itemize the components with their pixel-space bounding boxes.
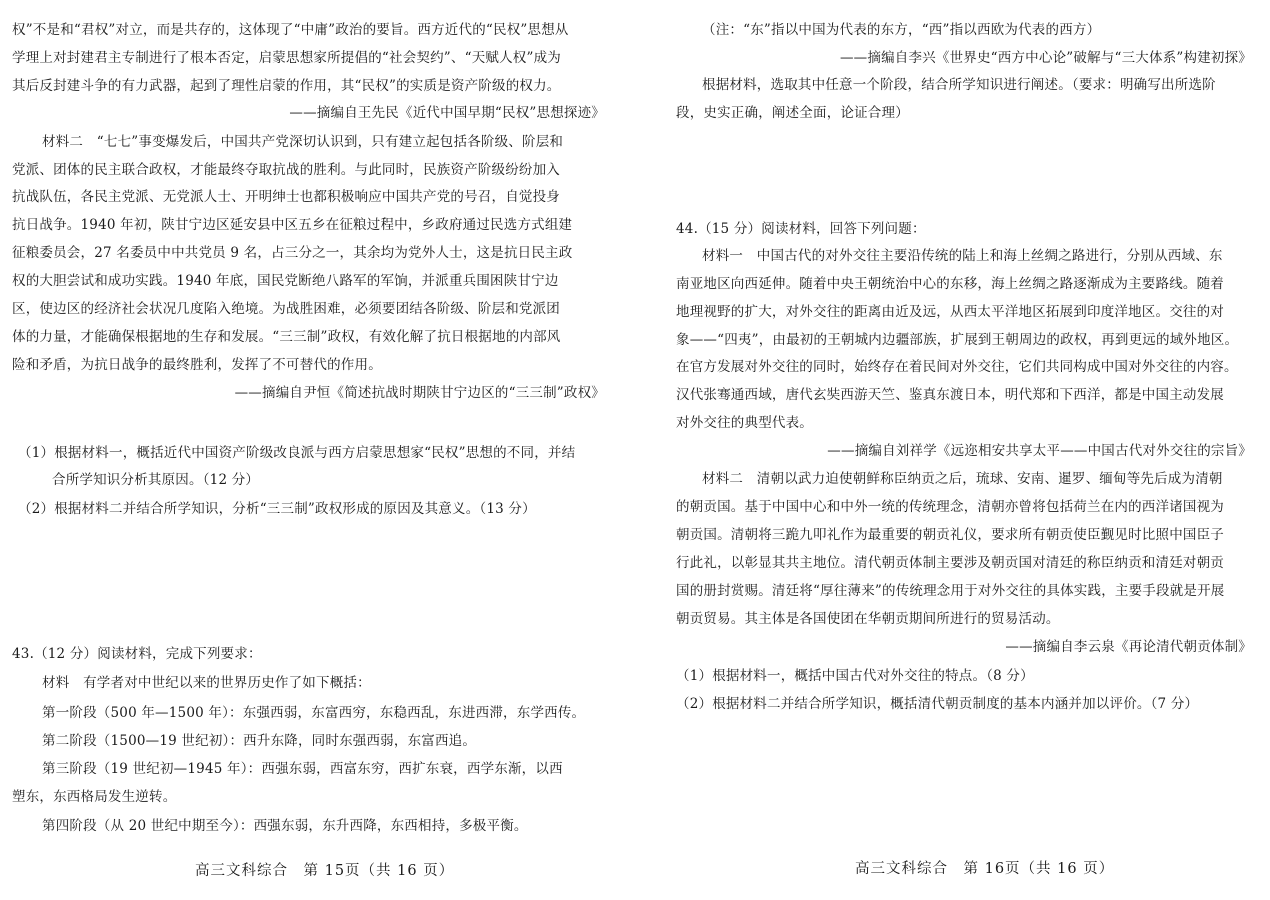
text-line: 抗战队伍，各民主党派、无党派人士、开明绅士也都积极响应中国共产党的号召，自觉投身 <box>12 189 560 205</box>
material-heading: 材料一 中国古代的对外交往主要沿传统的陆上和海上丝绸之路进行，分别从西域、东 <box>702 248 1223 264</box>
text-line: 南亚地区向西延伸。随着中央王朝统治中心的东移，海上丝绸之路逐渐成为主要路线。随着 <box>676 276 1224 292</box>
page-16 <box>640 0 1270 900</box>
text-line: 权”不是和“君权”对立，而是共存的，这体现了“中庸”政治的要旨。西方近代的“民权”思想从 <box>12 22 569 38</box>
text-line: 其后反封建斗争的有力武器，起到了理性启蒙的作用，其“民权”的实质是资产阶级的权力。 <box>12 78 561 94</box>
stage-line-continued: 塑东，东西格局发生逆转。 <box>12 789 177 805</box>
page-footer: 高三文科综合 第 16页（共 16 页） <box>855 861 1115 877</box>
question-instruction-continued: 段，史实正确，阐述全面，论证合理） <box>676 105 909 121</box>
source-citation: ——摘编自刘祥学《远迩相安共享太平——中国古代对外交往的宗旨》 <box>827 443 1252 459</box>
material-heading: 材料 有学者对中世纪以来的世界历史作了如下概括： <box>42 675 371 691</box>
question-item: （1）根据材料一，概括中国古代对外交往的特点。（8 分） <box>676 668 1034 684</box>
text-line: 体的力量，才能确保根据地的生存和发展。“三三制”政权，有效化解了抗日根据地的内部风 <box>12 329 561 345</box>
text-line: 国的册封赏赐。清廷将“厚往薄来”的传统理念用于对外交往的具体实践，主要手段就是开展 <box>676 583 1225 599</box>
source-citation: ——摘编自李兴《世界史“西方中心论”破解与“三大体系”构建初探》 <box>839 50 1252 66</box>
source-citation: ——摘编自尹恒《简述抗战时期陕甘宁边区的“三三制”政权》 <box>234 385 605 401</box>
question-item: （2）根据材料二并结合所学知识，概括清代朝贡制度的基本内涵并加以评价。（7 分） <box>676 696 1199 712</box>
question-item: （2）根据材料二并结合所学知识，分析“三三制”政权形成的原因及其意义。（13 分） <box>18 501 536 517</box>
text-line: 党派、团体的民主联合政权，才能最终夺取抗战的胜利。与此同时，民族资产阶级纷纷加入 <box>12 162 560 178</box>
material-heading: 材料二 “七七”事变爆发后，中国共产党深切认识到，只有建立起包括各阶级、阶层和 <box>42 134 564 150</box>
page-15 <box>0 0 625 900</box>
text-line: 抗日战争。1940 年初，陕甘宁边区延安县中区五乡在征粮过程中，乡政府通过民选方式组建 <box>12 217 573 233</box>
text-line: 区，使边区的经济社会状况几度陷入绝境。为战胜困难，必须要团结各阶级、阶层和党派团 <box>12 301 560 317</box>
question-item-continued: 合所学知识分析其原因。（12 分） <box>52 472 260 488</box>
stage-line: 第四阶段（从 20 世纪中期至今）：西强东弱，东升西降，东西相持，多极平衡。 <box>42 818 528 834</box>
text-line: 对外交往的典型代表。 <box>676 415 813 431</box>
text-line: 汉代张骞通西域，唐代玄奘西游天竺、鉴真东渡日本，明代郑和下西洋，都是中国主动发展 <box>676 387 1224 403</box>
note-line: （注：“东”指以中国为代表的东方，“西”指以西欧为代表的西方） <box>702 22 1101 38</box>
question-instruction: 根据材料，选取其中任意一个阶段，结合所学知识进行阐述。（要求：明确写出所选阶 <box>702 77 1216 93</box>
source-citation: ——摘编自李云泉《再论清代朝贡体制》 <box>1005 639 1252 655</box>
text-line: 学理上对封建君主专制进行了根本否定，启蒙思想家所提倡的“社会契约”、“天赋人权”成为 <box>12 50 562 66</box>
text-line: 权的大胆尝试和成功实践。1940 年底，国民党断绝八路军的军饷，并派重兵围困陕甘宁边 <box>12 273 559 289</box>
stage-line: 第三阶段（19 世纪初—1945 年）：西强东弱，西富东穷，西扩东衰，西学东渐，以西 <box>42 761 563 777</box>
text-line: 象——“四夷”，由最初的王朝城内边疆部族，扩展到王朝周边的政权，再到更远的域外地区。 <box>676 332 1239 348</box>
page-footer: 高三文科综合 第 15页（共 16 页） <box>195 863 455 879</box>
text-line: 在官方发展对外交往的同时，始终存在着民间对外交往，它们共同构成中国对外交往的内容。 <box>676 359 1238 375</box>
text-line: 地理视野的扩大，对外交往的距离由近及远，从西太平洋地区拓展到印度洋地区。交往的对 <box>676 304 1224 320</box>
material-heading: 材料二 清朝以武力迫使朝鲜称臣纳贡之后，琉球、安南、暹罗、缅甸等先后成为清朝 <box>702 471 1223 487</box>
text-line: 朝贡国。清朝将三跪九叩礼作为最重要的朝贡礼仪，要求所有朝贡使臣觐见时比照中国臣子 <box>676 527 1224 543</box>
question-heading: 44.（15 分）阅读材料，回答下列问题： <box>676 221 926 237</box>
question-item: （1）根据材料一，概括近代中国资产阶级改良派与西方启蒙思想家“民权”思想的不同，并结 <box>18 445 576 461</box>
text-line: 征粮委员会，27 名委员中中共党员 9 名，占三分之一，其余均为党外人士，这是抗日民主政 <box>12 245 573 261</box>
text-line: 朝贡贸易。其主体是各国使团在华朝贡期间所进行的贸易活动。 <box>676 611 1060 627</box>
question-heading: 43.（12 分）阅读材料，完成下列要求： <box>12 646 262 662</box>
text-line: 险和矛盾，为抗日战争的最终胜利，发挥了不可替代的作用。 <box>12 357 382 373</box>
stage-line: 第一阶段（500 年—1500 年）：东强西弱，东富西穷，东稳西乱，东进西滞，东学西传。 <box>42 705 586 721</box>
text-line: 行此礼，以彰显其共主地位。清代朝贡体制主要涉及朝贡国对清廷的称臣纳贡和清廷对朝贡 <box>676 555 1224 571</box>
source-citation: ——摘编自王先民《近代中国早期“民权”思想探迹》 <box>289 105 605 121</box>
stage-line: 第二阶段（1500—19 世纪初）：西升东降，同时东强西弱，东富西追。 <box>42 733 477 749</box>
text-line: 的朝贡国。基于中国中心和中外一统的传统理念，清朝亦曾将包括荷兰在内的西洋诸国视为 <box>676 499 1224 515</box>
